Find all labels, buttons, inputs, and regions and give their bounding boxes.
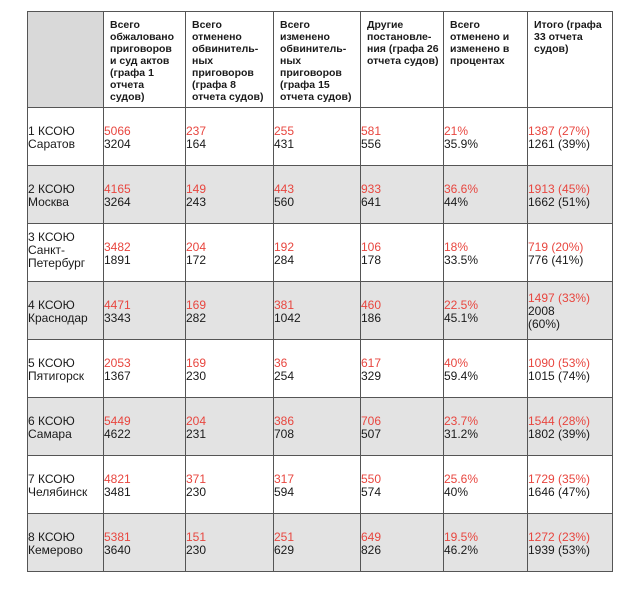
cancelled-black-value: 230 xyxy=(186,543,207,557)
appealed-cell xyxy=(104,340,186,398)
percent-cell xyxy=(444,456,528,514)
changed-red-value: 251 xyxy=(274,530,295,544)
appealed-black-value: 3264 xyxy=(104,195,131,209)
changed-cell xyxy=(274,398,361,456)
table-row xyxy=(28,108,613,166)
percent-black-value: 33.5% xyxy=(444,253,479,267)
cancelled-cell xyxy=(186,224,274,282)
total-cell xyxy=(528,224,613,282)
appealed-red-value: 4471 xyxy=(104,298,131,312)
court-name: 3 КСОЮ xyxy=(28,230,75,244)
changed-black-value: 708 xyxy=(274,427,295,441)
changed-red-value: 255 xyxy=(274,124,295,138)
total-red-value: 719 (20%) xyxy=(528,240,584,254)
other-red-value: 706 xyxy=(361,414,382,428)
other-black-value: 641 xyxy=(361,195,382,209)
appealed-black-value: 3343 xyxy=(104,311,131,325)
appealed-cell xyxy=(104,166,186,224)
percent-cell xyxy=(444,398,528,456)
other-black-value: 329 xyxy=(361,369,382,383)
changed-cell xyxy=(274,456,361,514)
percent-black-value: 59.4% xyxy=(444,369,479,383)
header-changed: Всего изменено обвинитель-ных приговоров (графа 15 отчета судов) xyxy=(274,12,361,108)
total-red-value: 1913 (45%) xyxy=(528,182,591,196)
header-percent: Всего отменено и изменено в процентах xyxy=(444,12,528,108)
percent-black-value: 35.9% xyxy=(444,137,479,151)
other-cell xyxy=(361,282,444,340)
cancelled-cell xyxy=(186,108,274,166)
changed-red-value: 381 xyxy=(274,298,295,312)
appealed-red-value: 3482 xyxy=(104,240,131,254)
cancelled-cell xyxy=(186,398,274,456)
percent-black-value: 31.2% xyxy=(444,427,479,441)
court-name: 7 КСОЮ xyxy=(28,472,75,486)
total-black-value: 1261 (39%) xyxy=(528,137,591,151)
court-cell xyxy=(28,456,104,514)
court-cell xyxy=(28,224,104,282)
total-cell xyxy=(528,108,613,166)
changed-black-value: 1042 xyxy=(274,311,301,325)
header-cancelled: Всего отменено обвинитель-ных приговоров (графа 8 отчета судов) xyxy=(186,12,274,108)
other-black-value: 186 xyxy=(361,311,382,325)
changed-black-value: 594 xyxy=(274,485,295,499)
percent-red-value: 22.5% xyxy=(444,298,479,312)
changed-cell xyxy=(274,282,361,340)
cancelled-cell xyxy=(186,456,274,514)
other-red-value: 106 xyxy=(361,240,382,254)
appealed-cell xyxy=(104,514,186,572)
court-city: Санкт-Петербург xyxy=(28,243,86,270)
percent-cell xyxy=(444,108,528,166)
total-red-value: 1544 (28%) xyxy=(528,414,591,428)
table-row xyxy=(28,166,613,224)
cancelled-red-value: 237 xyxy=(186,124,207,138)
changed-red-value: 192 xyxy=(274,240,295,254)
other-cell xyxy=(361,224,444,282)
cancelled-red-value: 151 xyxy=(186,530,207,544)
other-black-value: 826 xyxy=(361,543,382,557)
other-cell xyxy=(361,166,444,224)
appealed-cell xyxy=(104,282,186,340)
total-red-value: 1497 (33%) xyxy=(528,291,591,305)
table-row xyxy=(28,282,613,340)
percent-cell xyxy=(444,282,528,340)
court-cell xyxy=(28,398,104,456)
header-appealed: Всего обжаловано приговоров и суд актов (графа 1 отчета судов) xyxy=(104,12,186,108)
appealed-black-value: 3481 xyxy=(104,485,131,499)
percent-cell xyxy=(444,224,528,282)
table-row xyxy=(28,398,613,456)
court-cell xyxy=(28,340,104,398)
other-cell xyxy=(361,456,444,514)
other-cell xyxy=(361,340,444,398)
changed-black-value: 560 xyxy=(274,195,295,209)
total-black-value: 2008 (60%) xyxy=(528,304,561,331)
other-black-value: 178 xyxy=(361,253,382,267)
appealed-red-value: 5381 xyxy=(104,530,131,544)
changed-cell xyxy=(274,166,361,224)
cancelled-black-value: 172 xyxy=(186,253,207,267)
changed-black-value: 254 xyxy=(274,369,295,383)
appealed-red-value: 2053 xyxy=(104,356,131,370)
cancelled-red-value: 204 xyxy=(186,414,207,428)
other-cell xyxy=(361,108,444,166)
other-cell xyxy=(361,398,444,456)
header-row xyxy=(28,12,613,108)
court-name: 1 КСОЮ xyxy=(28,124,75,138)
percent-black-value: 40% xyxy=(444,485,469,499)
percent-red-value: 18% xyxy=(444,240,469,254)
percent-black-value: 44% xyxy=(444,195,469,209)
percent-red-value: 40% xyxy=(444,356,469,370)
other-red-value: 581 xyxy=(361,124,382,138)
total-black-value: 1939 (53%) xyxy=(528,543,591,557)
appealed-black-value: 1367 xyxy=(104,369,131,383)
appeals-statistics-table xyxy=(27,11,613,572)
court-name: 6 КСОЮ xyxy=(28,414,75,428)
changed-red-value: 317 xyxy=(274,472,295,486)
appealed-cell xyxy=(104,398,186,456)
court-cell xyxy=(28,282,104,340)
court-name: 2 КСОЮ xyxy=(28,182,75,196)
cancelled-red-value: 169 xyxy=(186,356,207,370)
other-black-value: 507 xyxy=(361,427,382,441)
other-red-value: 649 xyxy=(361,530,382,544)
cancelled-red-value: 169 xyxy=(186,298,207,312)
percent-red-value: 25.6% xyxy=(444,472,479,486)
appealed-cell xyxy=(104,224,186,282)
court-name: 8 КСОЮ xyxy=(28,530,75,544)
total-cell xyxy=(528,456,613,514)
cancelled-black-value: 164 xyxy=(186,137,207,151)
appealed-cell xyxy=(104,456,186,514)
court-city: Самара xyxy=(28,427,72,441)
total-red-value: 1272 (23%) xyxy=(528,530,591,544)
total-cell xyxy=(528,340,613,398)
other-red-value: 460 xyxy=(361,298,382,312)
cancelled-black-value: 230 xyxy=(186,485,207,499)
cancelled-cell xyxy=(186,340,274,398)
changed-red-value: 386 xyxy=(274,414,295,428)
changed-black-value: 629 xyxy=(274,543,295,557)
appealed-black-value: 3204 xyxy=(104,137,131,151)
total-cell xyxy=(528,514,613,572)
changed-black-value: 284 xyxy=(274,253,295,267)
changed-black-value: 431 xyxy=(274,137,295,151)
table-row xyxy=(28,456,613,514)
other-red-value: 617 xyxy=(361,356,382,370)
changed-cell xyxy=(274,108,361,166)
total-black-value: 1802 (39%) xyxy=(528,427,591,441)
total-black-value: 776 (41%) xyxy=(528,253,584,267)
appealed-black-value: 1891 xyxy=(104,253,131,267)
table-row xyxy=(28,224,613,282)
header-other: Другие постановле-ния (графа 26 отчета судов) xyxy=(361,12,444,108)
cancelled-red-value: 371 xyxy=(186,472,207,486)
changed-cell xyxy=(274,224,361,282)
cancelled-cell xyxy=(186,166,274,224)
cancelled-red-value: 149 xyxy=(186,182,207,196)
total-red-value: 1387 (27%) xyxy=(528,124,591,138)
other-red-value: 550 xyxy=(361,472,382,486)
court-cell xyxy=(28,514,104,572)
court-cell xyxy=(28,166,104,224)
other-red-value: 933 xyxy=(361,182,382,196)
percent-red-value: 21% xyxy=(444,124,469,138)
changed-red-value: 36 xyxy=(274,356,288,370)
court-cell xyxy=(28,108,104,166)
percent-red-value: 36.6% xyxy=(444,182,479,196)
percent-black-value: 46.2% xyxy=(444,543,479,557)
total-cell xyxy=(528,282,613,340)
percent-cell xyxy=(444,340,528,398)
percent-black-value: 45.1% xyxy=(444,311,479,325)
cancelled-black-value: 243 xyxy=(186,195,207,209)
percent-cell xyxy=(444,166,528,224)
cancelled-black-value: 282 xyxy=(186,311,207,325)
total-red-value: 1729 (35%) xyxy=(528,472,591,486)
appealed-cell xyxy=(104,108,186,166)
cancelled-red-value: 204 xyxy=(186,240,207,254)
court-city: Саратов xyxy=(28,137,75,151)
court-city: Москва xyxy=(28,195,69,209)
court-name: 4 КСОЮ xyxy=(28,298,75,312)
court-city: Кемерово xyxy=(28,543,83,557)
percent-cell xyxy=(444,514,528,572)
total-cell xyxy=(528,398,613,456)
cancelled-cell xyxy=(186,282,274,340)
other-black-value: 556 xyxy=(361,137,382,151)
other-black-value: 574 xyxy=(361,485,382,499)
court-city: Челябинск xyxy=(28,485,88,499)
percent-red-value: 19.5% xyxy=(444,530,479,544)
total-black-value: 1662 (51%) xyxy=(528,195,591,209)
court-name: 5 КСОЮ xyxy=(28,356,75,370)
total-red-value: 1090 (53%) xyxy=(528,356,591,370)
header-total: Итого (графа 33 отчета судов) xyxy=(528,12,613,108)
appealed-black-value: 3640 xyxy=(104,543,131,557)
appealed-red-value: 4821 xyxy=(104,472,131,486)
header-corner-cell xyxy=(28,12,104,108)
total-black-value: 1646 (47%) xyxy=(528,485,591,499)
appealed-red-value: 5449 xyxy=(104,414,131,428)
table-row xyxy=(28,514,613,572)
percent-red-value: 23.7% xyxy=(444,414,479,428)
court-city: Краснодар xyxy=(28,311,88,325)
appealed-black-value: 4622 xyxy=(104,427,131,441)
changed-cell xyxy=(274,340,361,398)
table-row xyxy=(28,340,613,398)
total-cell xyxy=(528,166,613,224)
cancelled-cell xyxy=(186,514,274,572)
other-cell xyxy=(361,514,444,572)
court-city: Пятигорск xyxy=(28,369,85,383)
appealed-red-value: 5066 xyxy=(104,124,131,138)
total-black-value: 1015 (74%) xyxy=(528,369,591,383)
cancelled-black-value: 231 xyxy=(186,427,207,441)
appealed-red-value: 4165 xyxy=(104,182,131,196)
changed-red-value: 443 xyxy=(274,182,295,196)
changed-cell xyxy=(274,514,361,572)
cancelled-black-value: 230 xyxy=(186,369,207,383)
